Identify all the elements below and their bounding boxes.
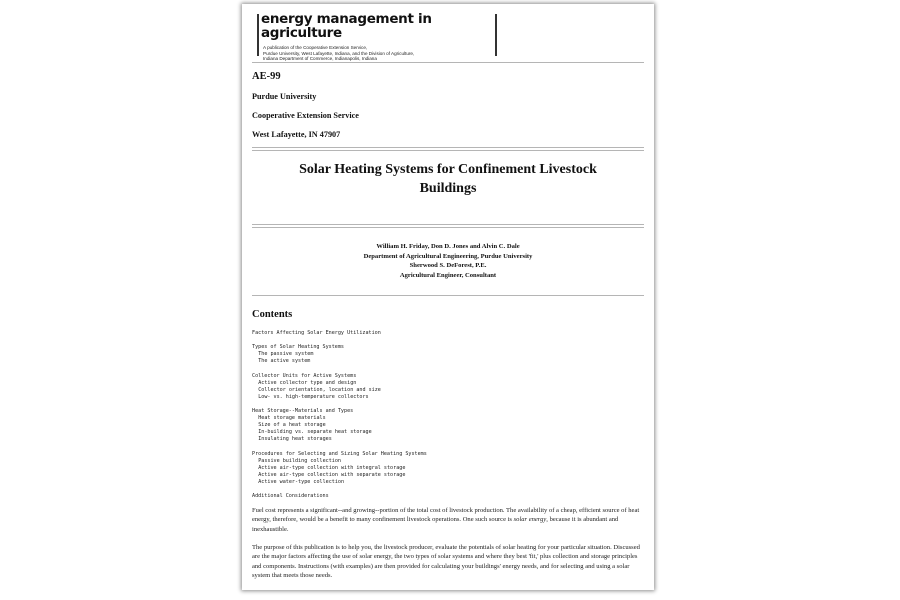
author-names: William H. Friday, Don D. Jones and Alvin C. Dale [376,243,520,250]
intro-paragraph-1 [252,506,646,534]
masthead-title: energy management in agriculture [259,12,495,40]
publication-id: AE-99 [252,71,281,82]
toc-item: The passive system [258,351,314,358]
contents-heading: Contents [252,309,293,320]
divider [252,147,644,151]
toc-section [252,373,427,401]
masthead-line: Purdue University, West Lafayette, Indiana, and the Division of Agriculture, [263,50,415,56]
author-department: Department of Agricultural Engineering, Purdue University [363,252,533,260]
consultant-name: Sherwood S. DeForest, P.E. [409,262,487,270]
intro-text: , because it is abundant and inexhaustible. [252,516,619,533]
intro-paragraph-2: The purpose of this publication is to help you, the livestock producer, evaluate the potentials of solar heating for your particular situation. Discussed are the major factors affecting the use of solar energy, the two types of solar systems and where they best 'fit,' plus collection and storage principles and components. Instructions (with examples) are then provided for calculating your buildings' energy needs, and for selecting and using a solar system that meets those needs. [252,544,640,579]
toc-item: Active air-type collection with integral storage [258,464,406,471]
toc-item: Insulating heat storages [258,436,332,443]
masthead-credits [263,45,495,62]
masthead-line: A publication of the Cooperative Extension Service, [263,45,368,50]
consultant-title: Agricultural Engineer, Consultant [399,272,497,280]
title-line: Solar Heating Systems for Confinement Livestock [299,162,597,177]
author-block [252,242,644,281]
toc-section-title: Additional Considerations [252,493,329,500]
toc-item: Heat storage materials [258,415,326,422]
toc-section [252,330,427,337]
page-title [252,160,644,198]
publication-location: West Lafayette, IN 47907 [252,130,341,139]
toc-item: Passive building collection [258,457,341,464]
masthead [257,11,497,62]
divider [252,224,644,228]
masthead-line: Indiana Department of Commerce, Indianapolis, Indiana [263,56,377,62]
toc-item: In-building vs. separate heat storage [258,429,372,436]
toc-section-title: Procedures for Selecting and Sizing Solar Heating Systems [252,450,427,457]
toc-item: Collector orientation, location and size [258,386,381,393]
toc-item: Active air-type collection with separate storage [258,471,406,478]
toc-item: The active system [258,358,311,365]
intro-emphasis: solar energy [513,516,547,524]
toc-section [252,344,427,365]
publication-university: Purdue University [252,92,317,101]
table-of-contents [252,330,427,507]
toc-section-title: Factors Affecting Solar Energy Utilization [252,330,381,336]
document-page [242,4,654,590]
toc-section [252,451,427,486]
title-line: Buildings [419,181,477,196]
toc-section-title: Types of Solar Heating Systems [252,344,345,351]
divider [252,62,644,63]
publication-service: Cooperative Extension Service [252,111,359,120]
divider [252,295,644,296]
toc-section-title: Collector Units for Active Systems [252,372,357,379]
toc-item: Low- vs. high-temperature collectors [258,393,369,400]
toc-section [252,408,427,443]
toc-item: Size of a heat storage [258,422,326,429]
toc-item: Active water-type collection [258,478,345,485]
intro-text: Fuel cost represents a significant--and growing--portion of the total cost of livestock production. The availability of a cheap, efficient source of heat energy, therefore, would be a benefit to many confinement livestock operations. One such source is [252,507,640,524]
toc-section-title: Heat Storage--Materials and Types [252,408,354,415]
toc-item: Active collector type and design [258,379,357,386]
toc-section [252,493,427,500]
